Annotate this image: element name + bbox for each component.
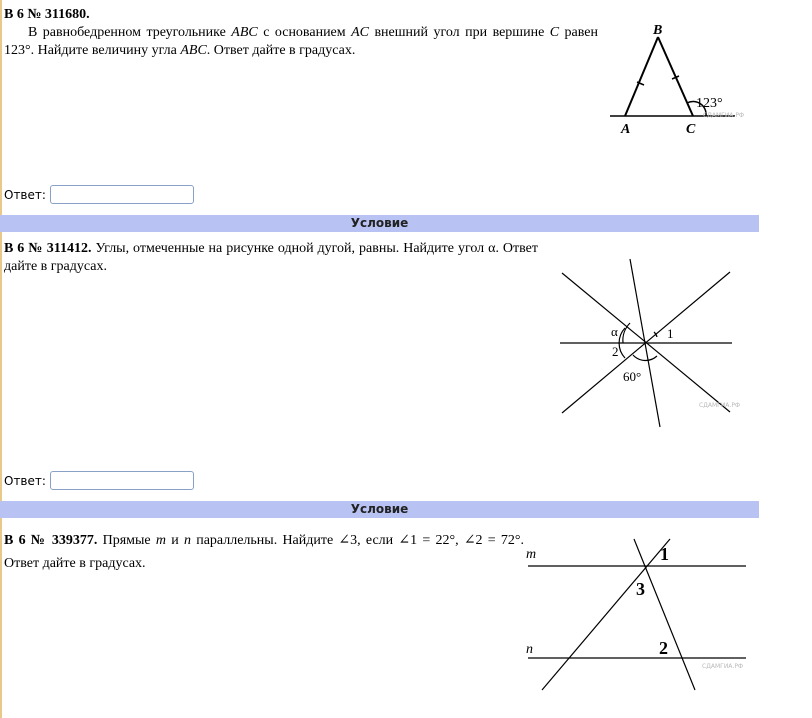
watermark: СДАМГИА.РФ (699, 402, 741, 409)
vertex-b-label: B (653, 23, 663, 38)
angle-123-label: 123° (696, 96, 723, 111)
answer-input-2[interactable] (50, 471, 194, 490)
angle-60-label: 60° (623, 369, 642, 384)
watermark: СДАМГИА.РФ (702, 663, 744, 670)
answer-label: Ответ: (4, 187, 46, 202)
problem-2-text: В 6 № 311412. Углы, отмеченные на рисунке одной дугой, равны. Найдите угол α. Ответ дайте в градусах. (4, 241, 538, 274)
problem-1-text: В 6 № 311680. В равнобедренном треугольнике ABC с основанием AC внешний угол при вершине C равен 123°. Найдите величину угла ABC. Ответ дайте в градусах. (4, 7, 598, 58)
vertex-c-label: C (686, 122, 696, 137)
answer-input-1[interactable] (50, 185, 194, 204)
answer-row-2 (4, 471, 194, 490)
problem-1-id: В 6 № 311680. (4, 7, 90, 22)
condition-bar-1[interactable]: Условие (0, 215, 759, 232)
angles-figure (556, 255, 756, 430)
angle-1-label: 1 (667, 326, 674, 341)
angle-1-label: 1 (660, 544, 669, 564)
answer-row-1 (4, 185, 194, 204)
line-n-label: n (526, 642, 533, 657)
problem-3-id: В 6 № 339377. (4, 533, 98, 548)
angle-2-label: 2 (612, 344, 619, 359)
answer-label: Ответ: (4, 473, 46, 488)
line-m-label: m (526, 547, 537, 562)
vertex-a-label: A (621, 122, 631, 137)
problem-3-text: В 6 № 339377. Прямые m и n параллельны. Найдите ∠3, если ∠1 = 22°, ∠2 = 72°. Ответ дайте в градусах. (4, 533, 525, 571)
condition-bar-2[interactable]: Условие (0, 501, 759, 518)
alpha-label: α (611, 324, 618, 339)
left-border (0, 0, 2, 718)
angle-2-label: 2 (659, 638, 668, 658)
parallel-lines-figure (520, 535, 760, 700)
triangle-figure (600, 18, 760, 143)
angle-3-label: 3 (636, 579, 645, 599)
problem-2-id: В 6 № 311412. (4, 241, 92, 256)
watermark: СДАМГИА.РФ (703, 112, 745, 119)
